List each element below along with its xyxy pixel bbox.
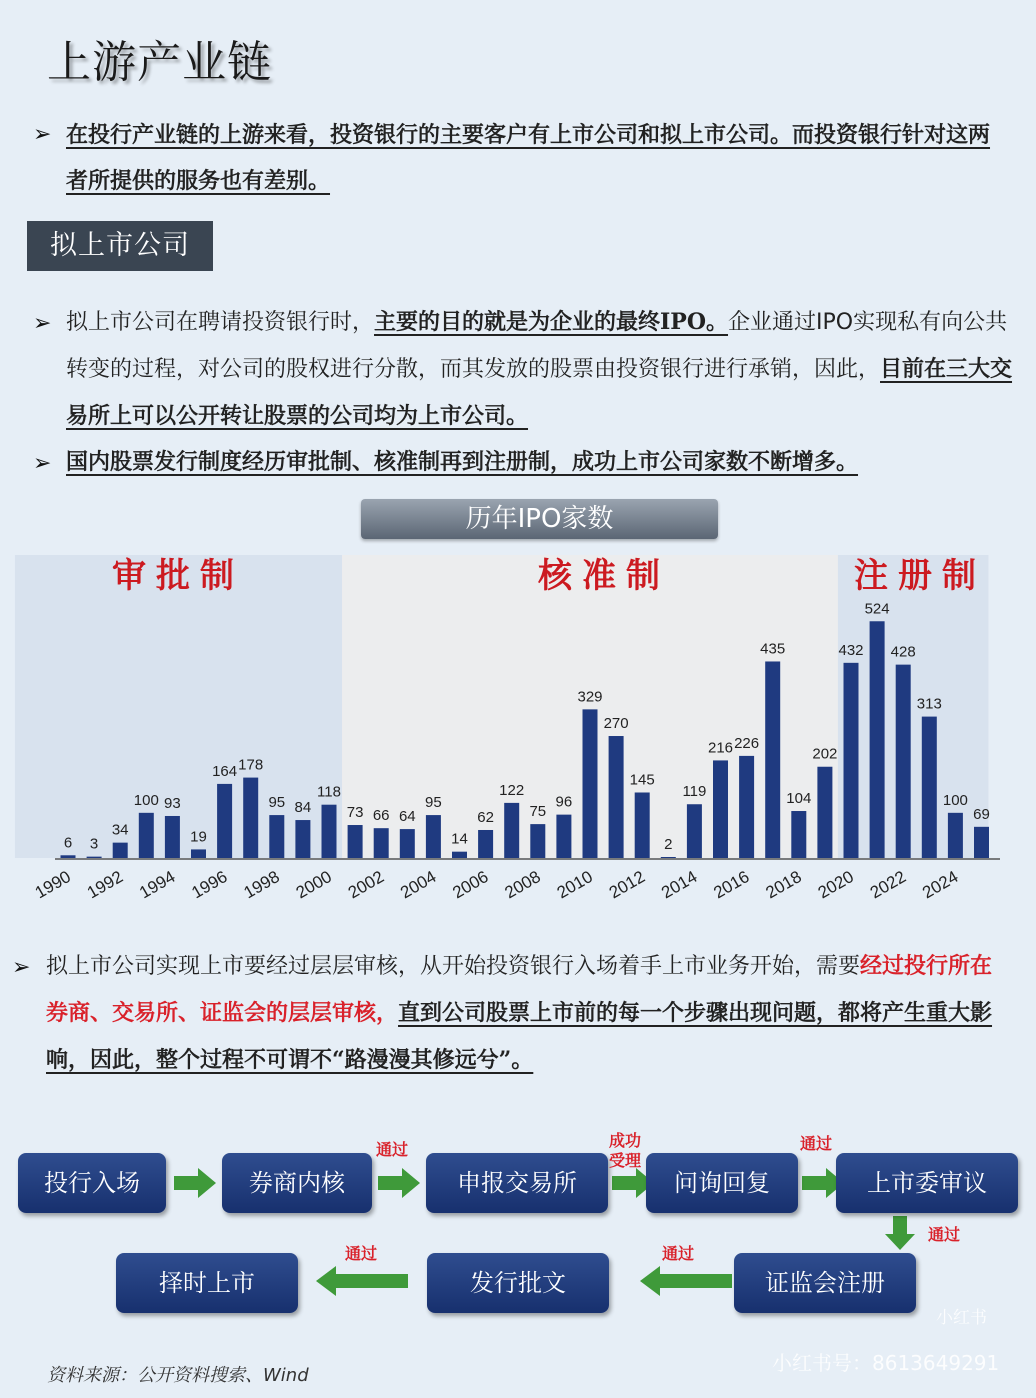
bullet-icon: ➢: [12, 955, 31, 980]
data-label: 432: [838, 641, 864, 659]
bar: [556, 815, 571, 858]
data-label: 6: [63, 834, 73, 852]
x-tick-label: 1996: [188, 867, 231, 903]
data-label: 73: [346, 804, 364, 822]
arrow-down-icon: [885, 1216, 915, 1250]
bar: [687, 804, 702, 858]
bar: [400, 829, 415, 858]
regime-label: 审批制: [112, 556, 244, 596]
x-tick-label: 2002: [344, 867, 388, 903]
intro-text: 在投行产业链的上游来看，投资银行的主要客户有上市公司和拟上市公司。而投资银行针对这两者所提供的服务也有差别。: [66, 122, 991, 194]
bullet-icon: ➢: [33, 122, 52, 147]
arrow-left-icon: [316, 1266, 408, 1296]
regime-label: 注册制: [854, 556, 986, 596]
bar: [661, 857, 676, 858]
step-exchange-filing: 申报交易所: [426, 1153, 608, 1213]
data-label: 19: [190, 828, 207, 846]
page-title: 上游产业链: [47, 37, 272, 88]
data-label: 3: [89, 835, 99, 853]
data-label: 95: [268, 794, 286, 812]
bar: [348, 825, 363, 858]
bar: [739, 756, 754, 858]
data-label: 178: [238, 756, 264, 774]
data-label: 75: [529, 803, 547, 821]
data-label: 66: [372, 807, 390, 825]
watermark-logo: 小红书: [936, 1308, 987, 1328]
x-tick-label: 2022: [866, 867, 910, 903]
x-tick-label: 2006: [449, 867, 492, 903]
step-ib-entry: 投行入场: [18, 1153, 166, 1213]
data-label: 104: [786, 790, 812, 808]
x-tick-label: 2000: [292, 867, 335, 903]
step-broker-review: 券商内核: [222, 1153, 372, 1213]
bar: [791, 811, 806, 858]
bar: [504, 803, 519, 858]
data-label: 313: [916, 695, 942, 713]
bar: [322, 805, 337, 858]
step-listing: 择时上市: [116, 1253, 298, 1313]
data-label: 118: [317, 783, 341, 801]
section-tag: 拟上市公司: [27, 221, 213, 271]
bar: [295, 820, 310, 858]
bar: [243, 778, 258, 858]
data-label: 62: [477, 808, 494, 826]
x-tick-label: 1998: [240, 867, 283, 903]
flow-label-pass: 通过: [376, 1140, 409, 1159]
x-tick-label: 2012: [605, 867, 649, 903]
data-label: 524: [864, 600, 890, 618]
flow-label-pass: 通过: [800, 1134, 833, 1153]
data-label: 96: [555, 793, 573, 811]
data-label: 119: [682, 783, 707, 801]
bar: [974, 827, 989, 858]
data-label: 95: [425, 794, 442, 812]
data-label: 164: [212, 762, 238, 780]
step-listing-committee: 上市委审议: [836, 1153, 1018, 1213]
bar: [609, 736, 624, 858]
bar: [896, 665, 911, 858]
regime-label: 核准制: [538, 556, 670, 596]
arrow-right-icon: [174, 1168, 216, 1198]
regime-band: [15, 555, 342, 858]
data-label: 226: [734, 734, 760, 752]
bar: [61, 855, 76, 858]
bar: [113, 843, 128, 858]
p1-text-a: 拟上市公司在聘请投资银行时，: [66, 310, 375, 335]
arrow-left-icon: [640, 1266, 732, 1296]
bar: [530, 824, 545, 858]
flow-label-pass: 通过: [928, 1225, 961, 1244]
source-note: 资料来源：公开资料搜索、Wind: [47, 1365, 309, 1386]
flow-label-accepted: 成功受理: [609, 1131, 642, 1170]
bar: [269, 815, 284, 858]
data-label: 145: [629, 771, 655, 789]
data-label: 14: [451, 830, 468, 848]
data-label: 69: [973, 805, 990, 823]
watermark-id: 小红书号：8613649291: [772, 1351, 1000, 1375]
data-label: 435: [760, 640, 786, 658]
data-label: 64: [398, 808, 416, 826]
x-tick-label: 1990: [31, 867, 74, 903]
data-label: 216: [707, 739, 734, 757]
p1-text-b: 主要的目的就是为企业的最终IPO。: [374, 309, 729, 335]
bar: [765, 661, 780, 858]
bar: [426, 815, 441, 858]
x-tick-label: 2014: [658, 867, 701, 903]
regime-band: [838, 555, 989, 858]
arrow-right-icon: [378, 1168, 420, 1198]
x-tick-label: 1994: [136, 867, 179, 903]
bar: [478, 830, 493, 858]
p1-text-d: 目前在三大交易所上可以公开转让股票的公司均为上市公司。: [66, 356, 1013, 429]
x-tick-label: 2004: [397, 867, 440, 903]
paragraph-ipo-purpose: [66, 299, 1016, 440]
data-label: 428: [890, 643, 916, 661]
x-tick-label: 2010: [553, 867, 596, 903]
paragraph-regimes: 国内股票发行制度经历审批制、核准制再到注册制，成功上市公司家数不断增多。: [66, 449, 859, 475]
data-label: 34: [111, 821, 129, 839]
bar: [948, 813, 963, 858]
x-tick-label: 2018: [762, 867, 805, 903]
x-tick-label: 2024: [919, 867, 962, 903]
data-label: 270: [603, 715, 629, 733]
x-tick-label: 2008: [501, 867, 544, 903]
data-label: 122: [499, 781, 525, 799]
data-label: 100: [133, 791, 159, 809]
step-inquiry-reply: 问询回复: [646, 1153, 798, 1213]
bar: [87, 857, 102, 858]
bar: [217, 784, 232, 858]
data-label: 100: [942, 791, 968, 809]
x-tick-label: 1992: [83, 867, 127, 903]
p3-text-a: 拟上市公司实现上市要经过层层审核，从开始投资银行入场着手上市业务开始，需要: [46, 954, 861, 979]
data-label: 2: [664, 836, 673, 853]
bar: [713, 760, 728, 858]
step-issuance-approval: 发行批文: [427, 1253, 609, 1313]
data-label: 202: [812, 745, 838, 763]
bar: [922, 717, 937, 858]
step-csrc-registration: 证监会注册: [734, 1253, 916, 1313]
chart-title: 历年IPO家数: [361, 499, 718, 539]
paragraph-review: [46, 943, 996, 1084]
bar: [165, 816, 180, 858]
bar: [844, 663, 859, 858]
bar: [374, 828, 389, 858]
p1-text-c: 企业通过IPO实现私有向公共转变的过程，对公司的股权进行分散，而其发放的股票由投资银行进行承销，因此，: [66, 310, 1008, 382]
bar: [583, 709, 598, 858]
flow-label-pass: 通过: [662, 1244, 695, 1263]
x-tick-label: 2016: [710, 867, 753, 903]
data-label: 93: [164, 794, 181, 812]
data-label: 329: [577, 688, 603, 706]
ipo-chart: [0, 545, 1036, 945]
bullet-icon: ➢: [33, 311, 52, 336]
data-label: 84: [294, 799, 312, 817]
bar: [139, 813, 154, 858]
bar: [817, 767, 832, 858]
flow-label-pass: 通过: [345, 1244, 378, 1263]
bullet-icon: ➢: [33, 451, 52, 476]
bar: [191, 849, 206, 858]
p3-text-c: 直到公司股票上市前的每一个步骤出现问题，都将产生重大影响，因此，整个过程不可谓不“路漫漫其修远兮”。: [46, 1000, 993, 1073]
bar: [452, 852, 467, 858]
p3-text-b: 经过投行所在券商、交易所、证监会的层层审核，: [46, 953, 993, 1026]
x-tick-label: 2020: [814, 867, 857, 903]
bar: [635, 792, 650, 858]
bar: [870, 621, 885, 858]
